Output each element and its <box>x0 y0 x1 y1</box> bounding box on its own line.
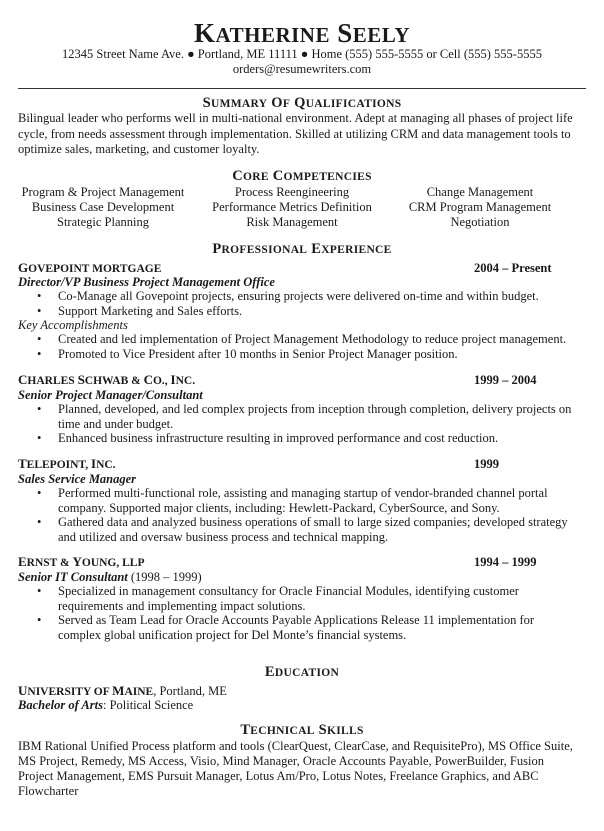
education-school: UNIVERSITY OF MAINE, Portland, ME <box>18 683 227 698</box>
job-1-bullet-3: Created and led implementation of Project Management Methodology to reduce project management. <box>58 332 567 346</box>
job-3-bullet-2: Gathered data and analyzed business operations of small to large sized companies; developed strategy and utilized and oversaw business process and technical mapping. <box>58 515 568 544</box>
job-4-bullet-1: Specialized in management consultancy for Oracle Financial Modules, identifying customer requirements and implementing impact solutions. <box>58 584 519 613</box>
job-1-bullet-1: Co-Manage all Govepoint projects, ensuring projects were delivered on-time and within budget. <box>58 289 539 303</box>
bullet-icon: • <box>37 613 42 627</box>
job-2-bullet-1: Planned, developed, and led complex projects from inception through completion, delivery projects on time and under budget. <box>58 402 572 431</box>
job-2-bullet-2: Enhanced business infrastructure resulting in improved performance and cost reduction. <box>58 431 499 445</box>
bullet-icon: • <box>37 289 42 303</box>
bullet-icon: • <box>37 347 42 361</box>
job-2-company: CHARLES SCHWAB & CO., INC. <box>18 372 196 387</box>
contact-block <box>0 47 604 77</box>
job-1-title: Director/VP Business Project Management Office <box>18 275 275 289</box>
education-degree: Bachelor of Arts: Political Science <box>18 698 194 712</box>
key-accomplishments-label: Key Accomplishments <box>18 318 128 332</box>
competencies-col-1: Program & Project Management Business Case Development Strategic Planning <box>21 185 185 229</box>
bullet-icon: • <box>37 584 42 598</box>
job-3-title: Sales Service Manager <box>18 472 137 486</box>
bullet-icon: • <box>37 515 42 529</box>
job-1-bullet-2: Support Marketing and Sales efforts. <box>58 304 243 318</box>
competencies-heading: CORE COMPETENCIES <box>232 168 372 184</box>
job-4-company: ERNST & YOUNG, LLP <box>18 554 145 569</box>
job-3-dates: 1999 <box>474 457 499 471</box>
job-3-company: TELEPOINT, INC. <box>18 456 116 471</box>
skills-text: IBM Rational Unified Process platform and tools (ClearQuest, ClearCase, and RequisitePro), MS Office Suite, MS Project, Remedy, MS Access, Visio, Mind Manager, Oracle Accounts Payable, PowerBuilder, Fusion Project Management, EMS Pursuit Manager, Lotus Am/Pro, Lotus Notes, Freelance Graphics, and ABC Flowcharter <box>18 739 573 798</box>
job-1-bullet-4: Promoted to Vice President after 10 months in Senior Project Manager position. <box>58 347 458 361</box>
email: orders@resumewriters.com <box>232 62 372 76</box>
competencies-col-2: Process Reengineering Performance Metrics Definition Risk Management <box>212 185 372 229</box>
job-2-dates: 1999 – 2004 <box>474 373 537 387</box>
bullet-icon: • <box>37 332 42 346</box>
job-4-bullet-2: Served as Team Lead for Oracle Accounts Payable Applications Release 11 implementation for complex global unification project for Del Monte’s financial systems. <box>58 613 535 642</box>
candidate-name: KATHERINE SEELY <box>193 18 411 48</box>
job-1-dates: 2004 – Present <box>474 261 552 275</box>
address-line: 12345 Street Name Ave. ● Portland, ME 11111 ● Home (555) 555-5555 or Cell (555) 555-5555 <box>62 47 542 61</box>
job-1-company: GOVEPOINT MORTGAGE <box>18 260 162 275</box>
experience-heading: PROFESSIONAL EXPERIENCE <box>212 241 392 257</box>
header-divider <box>18 88 586 89</box>
job-2-title: Senior Project Manager/Consultant <box>18 388 203 402</box>
bullet-icon: • <box>37 486 42 500</box>
bullet-icon: • <box>37 431 42 445</box>
job-4-title: Senior IT Consultant (1998 – 1999) <box>18 570 202 584</box>
summary-heading: SUMMARY OF QUALIFICATIONS <box>202 95 402 111</box>
job-4-dates: 1994 – 1999 <box>474 555 537 569</box>
bullet-icon: • <box>37 304 42 318</box>
education-heading: EDUCATION <box>264 664 340 680</box>
job-3-bullet-1: Performed multi-functional role, assisting and managing startup of vendor-branded channel portal company. Supported major clients, including: Hewlett-Packard, CyberSource, and Sony. <box>58 486 548 515</box>
bullet-icon: • <box>37 402 42 416</box>
competencies-col-3: Change Management CRM Program Management Negotiation <box>408 185 552 229</box>
summary-text: Bilingual leader who performs well in multi-national environment. Adept at managing all phases of project life cycle, from needs assessment through implementation. Skilled at utilizing CRM and data management tools to optimize sales, marketing, and customer loyalty. <box>18 111 573 156</box>
skills-heading: TECHNICAL SKILLS <box>240 722 364 738</box>
